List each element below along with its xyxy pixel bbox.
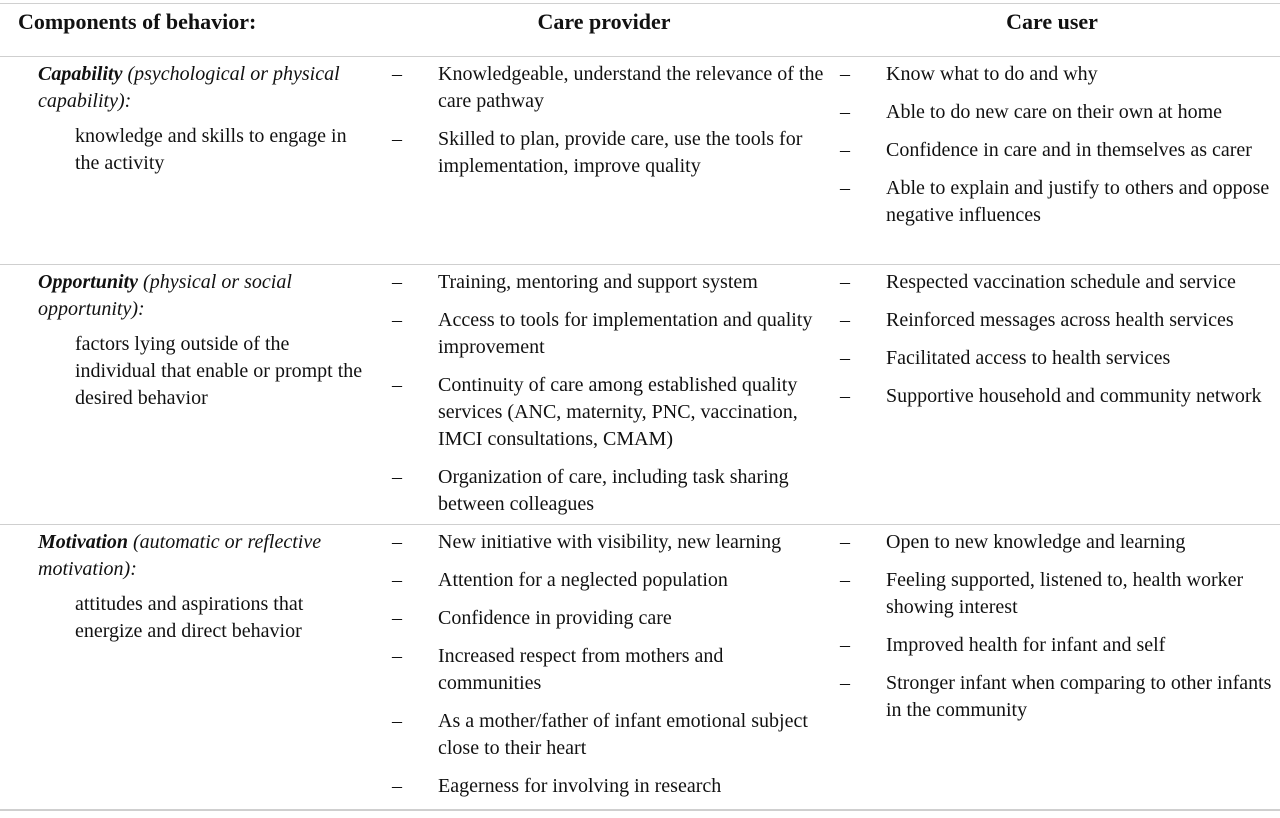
dash-bullet: – [840, 101, 850, 123]
list-item [390, 708, 830, 762]
item-text: Able to explain and justify to others and oppose negative influences [886, 177, 1270, 226]
component-qualifier: (automatic or reflective motivation): [38, 531, 322, 580]
dash-bullet: – [392, 645, 402, 667]
list-item [838, 632, 1278, 659]
dash-bullet: – [392, 710, 402, 732]
dash-bullet: – [840, 139, 850, 161]
item-text: Training, mentoring and support system [438, 271, 758, 293]
item-text: Improved health for infant and self [886, 634, 1166, 656]
component-cell [38, 61, 373, 177]
item-text: Reinforced messages across health services [886, 309, 1234, 331]
dash-bullet: – [392, 775, 402, 797]
dash-bullet: – [392, 607, 402, 629]
dash-bullet: – [840, 672, 850, 694]
item-text: Knowledgeable, understand the relevance of the care pathway [438, 63, 824, 112]
table-row-opportunity [0, 265, 1280, 525]
provider-list [390, 529, 830, 811]
item-text: New initiative with visibility, new learning [438, 531, 782, 553]
component-cell [38, 529, 373, 645]
item-text: Access to tools for implementation and quality improvement [438, 309, 813, 358]
dash-bullet: – [840, 271, 850, 293]
list-item [390, 643, 830, 697]
item-text: Confidence in care and in themselves as carer [886, 139, 1252, 161]
dash-bullet: – [392, 569, 402, 591]
item-text: Increased respect from mothers and communities [438, 645, 724, 694]
dash-bullet: – [392, 466, 402, 488]
list-item [838, 307, 1278, 334]
dash-bullet: – [392, 271, 402, 293]
user-list [838, 269, 1278, 421]
header-components: Components of behavior: [18, 9, 257, 34]
item-text: Skilled to plan, provide care, use the tools for implementation, improve quality [438, 128, 803, 177]
list-item [838, 567, 1278, 621]
item-text: Facilitated access to health services [886, 347, 1171, 369]
provider-list [390, 61, 830, 191]
list-item [390, 773, 830, 800]
table-header [0, 4, 1280, 57]
component-cell [38, 269, 373, 412]
component-qualifier: (physical or social opportunity): [38, 271, 292, 320]
list-item [390, 61, 830, 115]
header-care-user: Care user [1006, 9, 1098, 34]
item-text: As a mother/father of infant emotional subject close to their heart [438, 710, 808, 759]
list-item [838, 175, 1278, 229]
component-qualifier: (psychological or physical capability): [38, 63, 340, 112]
list-item [838, 670, 1278, 724]
list-item [390, 464, 830, 518]
item-text: Stronger infant when comparing to other infants in the community [886, 672, 1272, 721]
list-item [390, 529, 830, 556]
item-text: Attention for a neglected population [438, 569, 728, 591]
component-name: Motivation [38, 531, 129, 553]
dash-bullet: – [392, 128, 402, 150]
user-list [838, 61, 1278, 240]
list-item [838, 99, 1278, 126]
table-row-motivation [0, 525, 1280, 811]
component-name: Capability [38, 63, 123, 85]
header-care-provider: Care provider [537, 9, 671, 34]
user-list [838, 529, 1278, 735]
item-text: Feeling supported, listened to, health worker showing interest [886, 569, 1244, 618]
list-item [838, 529, 1278, 556]
provider-list [390, 269, 830, 529]
component-description: attitudes and aspirations that energize and direct behavior [75, 593, 304, 642]
item-text: Know what to do and why [886, 63, 1098, 85]
item-text: Confidence in providing care [438, 607, 672, 629]
dash-bullet: – [392, 63, 402, 85]
dash-bullet: – [392, 309, 402, 331]
list-item [838, 269, 1278, 296]
dash-bullet: – [840, 177, 850, 199]
item-text: Able to do new care on their own at home [886, 101, 1223, 123]
dash-bullet: – [840, 63, 850, 85]
list-item [390, 605, 830, 632]
item-text: Respected vaccination schedule and service [886, 271, 1236, 293]
list-item [390, 307, 830, 361]
item-text: Continuity of care among established quality services (ANC, maternity, PNC, vaccination, IMCI consultations, CMAM) [438, 374, 798, 450]
list-item [390, 126, 830, 180]
list-item [390, 372, 830, 453]
list-item [838, 61, 1278, 88]
dash-bullet: – [840, 309, 850, 331]
dash-bullet: – [392, 531, 402, 553]
dash-bullet: – [840, 531, 850, 553]
list-item [838, 345, 1278, 372]
dash-bullet: – [840, 634, 850, 656]
table-row-capability [0, 57, 1280, 265]
dash-bullet: – [392, 374, 402, 396]
list-item [838, 137, 1278, 164]
item-text: Supportive household and community network [886, 385, 1262, 407]
item-text: Organization of care, including task sharing between colleagues [438, 466, 789, 515]
list-item [390, 269, 830, 296]
component-name: Opportunity [38, 271, 139, 293]
dash-bullet: – [840, 569, 850, 591]
list-item [390, 567, 830, 594]
component-description: factors lying outside of the individual that enable or prompt the desired behavior [75, 333, 363, 409]
dash-bullet: – [840, 347, 850, 369]
item-text: Eagerness for involving in research [438, 775, 722, 797]
list-item [838, 383, 1278, 410]
item-text: Open to new knowledge and learning [886, 531, 1186, 553]
component-description: knowledge and skills to engage in the activity [75, 125, 347, 174]
dash-bullet: – [840, 385, 850, 407]
